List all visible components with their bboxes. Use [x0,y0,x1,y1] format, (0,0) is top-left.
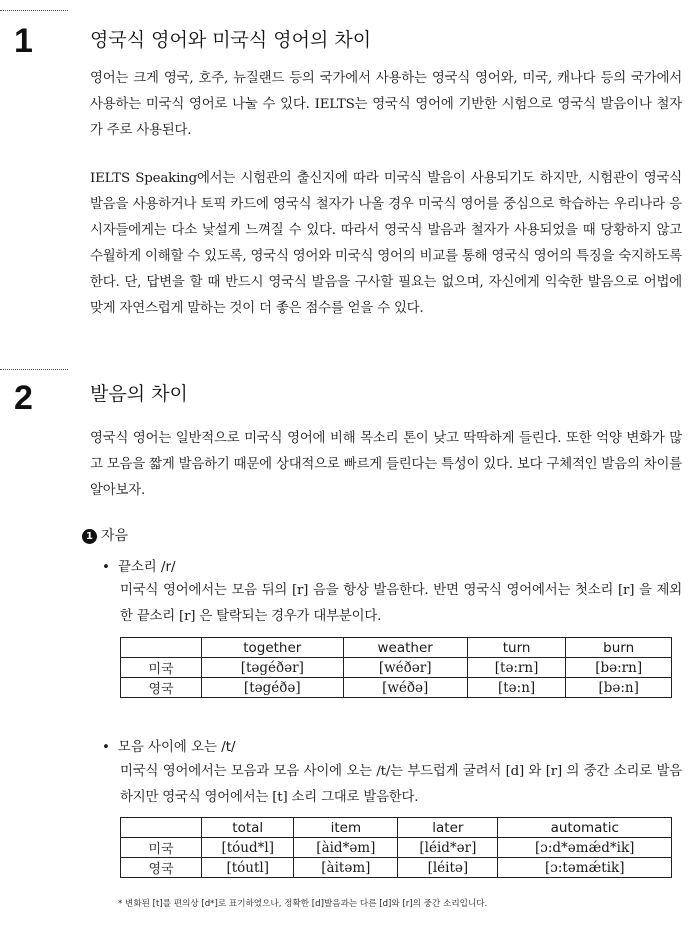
table-row [121,658,672,678]
table-cell: [tóutl] [202,858,294,878]
table-header: item [294,818,398,838]
table-cell: [ɔ:təmǽtik] [498,858,672,878]
table-cell: [ɔ:d*əmǽd*ik] [498,838,672,858]
table-cell: [léid*ər] [398,838,498,858]
pronunciation-table [120,817,672,878]
section-divider [0,369,68,370]
number-circle-icon: 1 [82,529,97,544]
table-cell: [təgéðə] [202,678,344,698]
paragraph: 영국식 영어는 일반적으로 미국식 영어에 비해 목소리 톤이 낮고 딱딱하게 들린다. 또한 억양 변화가 많고 모음을 짧게 발음하기 때문에 상대적으로 빠르게 들린다는 특성이 있다. 보다 구체적인 발음의 차이를 알아보자. [90,431,682,498]
table-cell: [tə:rn] [467,658,566,678]
table-row [121,858,672,878]
table-header: burn [566,638,672,658]
table-cell: [tə:n] [467,678,566,698]
row-label: 영국 [121,678,202,698]
bullet-heading [102,736,236,755]
table-cell: [bə:rn] [566,658,672,678]
bullet-title: 모음 사이에 오는 /t/ [117,740,236,755]
bullet-icon: • [102,560,110,575]
table-cell: [léitə] [398,858,498,878]
table-header: automatic [498,818,672,838]
table-header: total [202,818,294,838]
section-divider [0,10,68,11]
section-title: 영국식 영어와 미국식 영어의 차이 [90,29,372,51]
table-cell: [àitəm] [294,858,398,878]
bullet-title: 끝소리 /r/ [117,560,176,575]
row-label: 미국 [121,658,202,678]
bullet-icon: • [102,740,110,755]
section-number: 2 [14,379,33,417]
section-title: 발음의 차이 [90,383,188,405]
subsection-heading [82,525,128,545]
bullet-text: 미국식 영어에서는 모음 뒤의 [r] 음을 항상 발음한다. 반면 영국식 영어에서는 첫소리 [r] 을 제외한 끝소리 [r] 은 탈락되는 경우가 대부분이다. [120,583,682,624]
table-row [121,678,672,698]
table-corner [121,638,202,658]
table-cell: [wéðə] [343,678,467,698]
section-number: 1 [14,22,33,60]
paragraph: 영어는 크게 영국, 호주, 뉴질랜드 등의 국가에서 사용하는 영국식 영어와, 미국, 캐나다 등의 국가에서 사용하는 미국식 영어로 나눌 수 있다. IELTS는 영국식 영어에 기반한 시험으로 영국식 발음이나 철자가 주로 사용된다. [90,71,682,138]
table-row [121,838,672,858]
table-cell: [bə:n] [566,678,672,698]
paragraph: IELTS Speaking에서는 시험관의 출신지에 따라 미국식 발음이 사용되기도 하지만, 시험관이 영국식 발음을 사용하거나 토픽 카드에 영국식 철자가 나올 경우 미국식 영어를 중심으로 학습하는 우리나라 응시자들에게는 다소 낯설게 느껴질 수 있다. 따라서 영국식 발음과 철자가 사용되었을 때 당황하지 않고 수월하게 이해할 수 있도록, 영국식 영어와 미국식 영어의 비교를 통해 영국식 영어의 특징을 숙지하도록 한다. 단, 답변을 할 때 반드시 영국식 발음을 구사할 필요는 없으며, 자신에게 익숙한 발음으로 어법에 맞게 자연스럽게 말하는 것이 더 좋은 점수를 얻을 수 있다. [90,171,683,316]
table-header: turn [467,638,566,658]
table-cell: [təgéðər] [202,658,344,678]
table-header: together [202,638,344,658]
table-header: weather [343,638,467,658]
row-label: 영국 [121,858,202,878]
table-cell: [tóud*l] [202,838,294,858]
table-corner [121,818,202,838]
row-label: 미국 [121,838,202,858]
bullet-text: 미국식 영어에서는 모음과 모음 사이에 오는 /t/는 부드럽게 굴려서 [d] 와 [r] 의 중간 소리로 발음하지만 영국식 영어에서는 [t] 소리 그대로 발음한다. [120,764,682,805]
table-header: later [398,818,498,838]
footnote: * 변화된 [t]를 편의상 [d*]로 표기하였으나, 정확한 [d]발음과는 다른 [d]와 [r]의 중간 소리입니다. [118,899,488,909]
table-cell: [àid*əm] [294,838,398,858]
pronunciation-table [120,637,672,698]
bullet-heading [102,556,176,575]
subsection-title: 자음 [101,528,129,544]
table-cell: [wéðər] [343,658,467,678]
